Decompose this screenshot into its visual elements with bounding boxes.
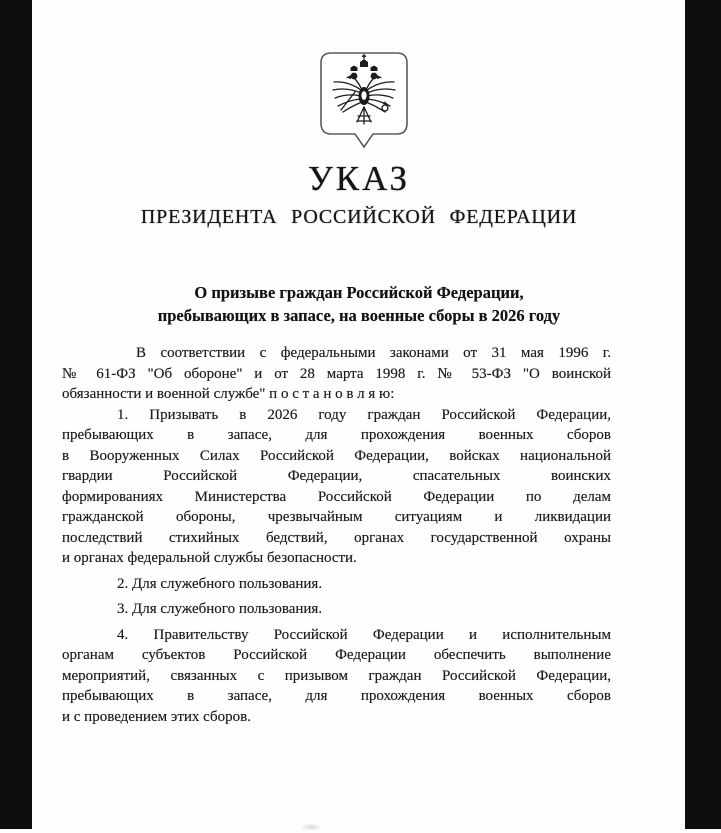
text-line: пребывающих в запасе, для прохождения военных сборов (62, 688, 611, 704)
decree-subject-title (33, 281, 685, 327)
subject-line-1: О призыве граждан Российской Федерации, (194, 283, 524, 302)
text-line: в Вооруженных Силах Российской Федерации, войсках национальной (62, 447, 611, 464)
text-line: гражданской обороны, чрезвычайным ситуациям и ликвидации (62, 509, 611, 525)
text-line: 4. Правительству Российской Федерации и исполнительным (117, 626, 611, 643)
text-line: 2. Для служебного пользования. (117, 575, 323, 592)
russia-coat-of-arms-icon (318, 50, 410, 154)
subject-line-2: пребывающих в запасе, на военные сборы в 2026 году (157, 306, 561, 325)
text-line: органам субъектов Российской Федерации обеспечить выполнение (62, 647, 611, 663)
text-line: 3. Для служебного пользования. (117, 601, 323, 617)
text-line: 1. Призывать в 2026 году граждан Российской Федерации, (117, 406, 611, 423)
text-line: и с проведением этих сборов. (62, 708, 251, 725)
letterbox-right-bar (685, 0, 721, 829)
text-line: мероприятий, связанных с призывом граждан Российской Федерации, (62, 667, 611, 684)
paragraph-item-4 (62, 625, 611, 728)
text-line: и органах федеральной службы безопасности. (62, 550, 357, 566)
decree-document-page (33, 0, 685, 833)
text-line: последствий стихийных бедствий, органах государственной охраны (62, 529, 611, 546)
paragraph-preamble (62, 343, 611, 405)
paragraph-item-2 (62, 574, 611, 595)
decree-type-heading: УКАЗ (307, 159, 411, 198)
text-line: обязанности и военной службе" п о с т а н о в л я ю: (62, 386, 395, 402)
letterbox-left-bar (0, 0, 32, 829)
text-line: формированиях Министерства Российской Федерации по делам (62, 488, 611, 505)
paragraph-item-1 (62, 405, 611, 569)
text-line: гвардии Российской Федерации, спасательных воинских (62, 468, 611, 484)
decree-body (62, 343, 611, 727)
text-line: пребывающих в запасе, для прохождения военных сборов (62, 427, 611, 443)
text-line: В соответствии с федеральными законами от 31 мая 1996 г. (136, 345, 611, 361)
issuing-authority-heading: ПРЕЗИДЕНТА РОССИЙСКОЙ ФЕДЕРАЦИИ (140, 206, 578, 228)
paragraph-item-3 (62, 599, 611, 620)
text-line: № 61-ФЗ "Об обороне" и от 28 марта 1998 г. № 53-ФЗ "О воинской (62, 365, 611, 382)
scan-artifact (300, 823, 322, 831)
